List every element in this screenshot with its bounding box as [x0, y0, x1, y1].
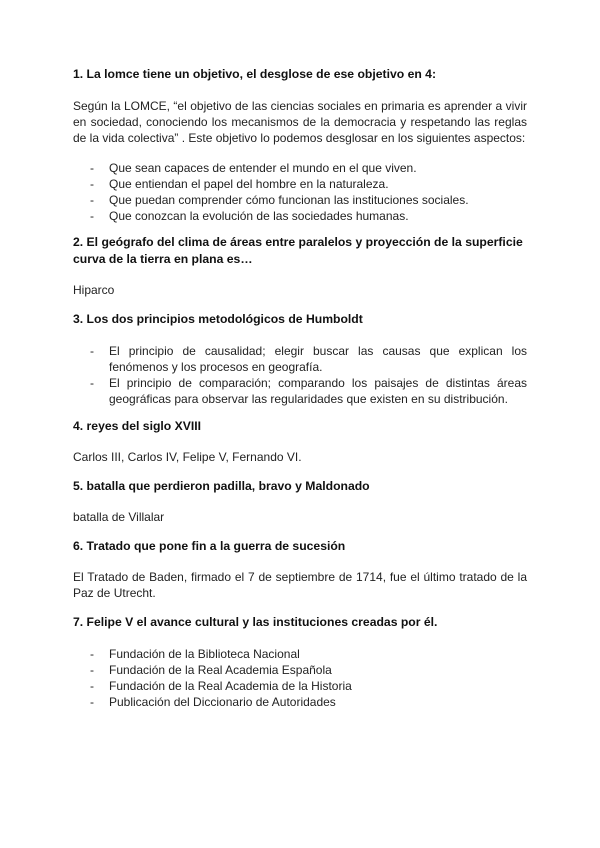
list-item: - El principio de comparación; comparando los paisajes de distintas áreas geográficas para observar las regularidades que existen en su distribución. [90, 376, 527, 406]
bullet-dash: - [90, 663, 94, 677]
list-item: - Que puedan comprender cómo funcionan las instituciones sociales. [90, 193, 469, 207]
section-2-answer: Hiparco [73, 283, 115, 297]
section-4-heading: 4. reyes del siglo XVIII [73, 419, 202, 433]
section-3-heading: 3. Los dos principios metodológicos de Humboldt [73, 312, 363, 326]
list-item: - Que sean capaces de entender el mundo en el que viven. [90, 161, 417, 175]
section-7-list [73, 646, 527, 710]
section-5-heading: 5. batalla que perdieron padilla, bravo y Maldonado [73, 479, 370, 493]
section-1-paragraph: Según la LOMCE, “el objetivo de las ciencias sociales en primaria es aprender a vivir en sociedad, conociendo los mecanismos de la democracia y respetando las reglas de la vida colectiva” . Este objetivo lo podemos desglosar en los siguientes aspectos: [73, 99, 527, 145]
bullet-dash: - [90, 344, 94, 358]
list-item: - El principio de causalidad; elegir buscar las causas que explican los fenómenos y los procesos en geografía. [90, 344, 527, 374]
section-1-heading: 1. La lomce tiene un objetivo, el desglose de ese objetivo en 4: [73, 67, 437, 81]
bullet-dash: - [90, 193, 94, 207]
section-5-answer: batalla de Villalar [73, 510, 165, 524]
list-item: - Fundación de la Biblioteca Nacional [90, 647, 300, 661]
section-4-answer: Carlos III, Carlos IV, Felipe V, Fernando VI. [73, 450, 302, 464]
section-6-answer: El Tratado de Baden, firmado el 7 de septiembre de 1714, fue el último tratado de la Paz de Utrecht. [73, 570, 527, 600]
bullet-dash: - [90, 209, 94, 223]
list-item: - Fundación de la Real Academia de la Historia [90, 679, 352, 693]
bullet-dash: - [90, 647, 94, 661]
bullet-dash: - [90, 161, 94, 175]
list-item: - Que entiendan el papel del hombre en la naturaleza. [90, 177, 389, 191]
list-item: - Fundación de la Real Academia Española [90, 663, 332, 677]
section-3-list [73, 343, 527, 407]
section-2-heading: 2. El geógrafo del clima de áreas entre paralelos y proyección de la superficie curva de la tierra en plana es… [73, 235, 523, 266]
list-item: - Publicación del Diccionario de Autoridades [90, 695, 336, 709]
list-item: - Que conozcan la evolución de las sociedades humanas. [90, 209, 409, 223]
section-1-list [73, 160, 527, 224]
bullet-dash: - [90, 679, 94, 693]
bullet-dash: - [90, 695, 94, 709]
bullet-dash: - [90, 177, 94, 191]
section-6-heading: 6. Tratado que pone fin a la guerra de sucesión [73, 539, 346, 553]
section-7-heading: 7. Felipe V el avance cultural y las instituciones creadas por él. [73, 615, 438, 629]
document-content [73, 66, 527, 710]
bullet-dash: - [90, 376, 94, 390]
